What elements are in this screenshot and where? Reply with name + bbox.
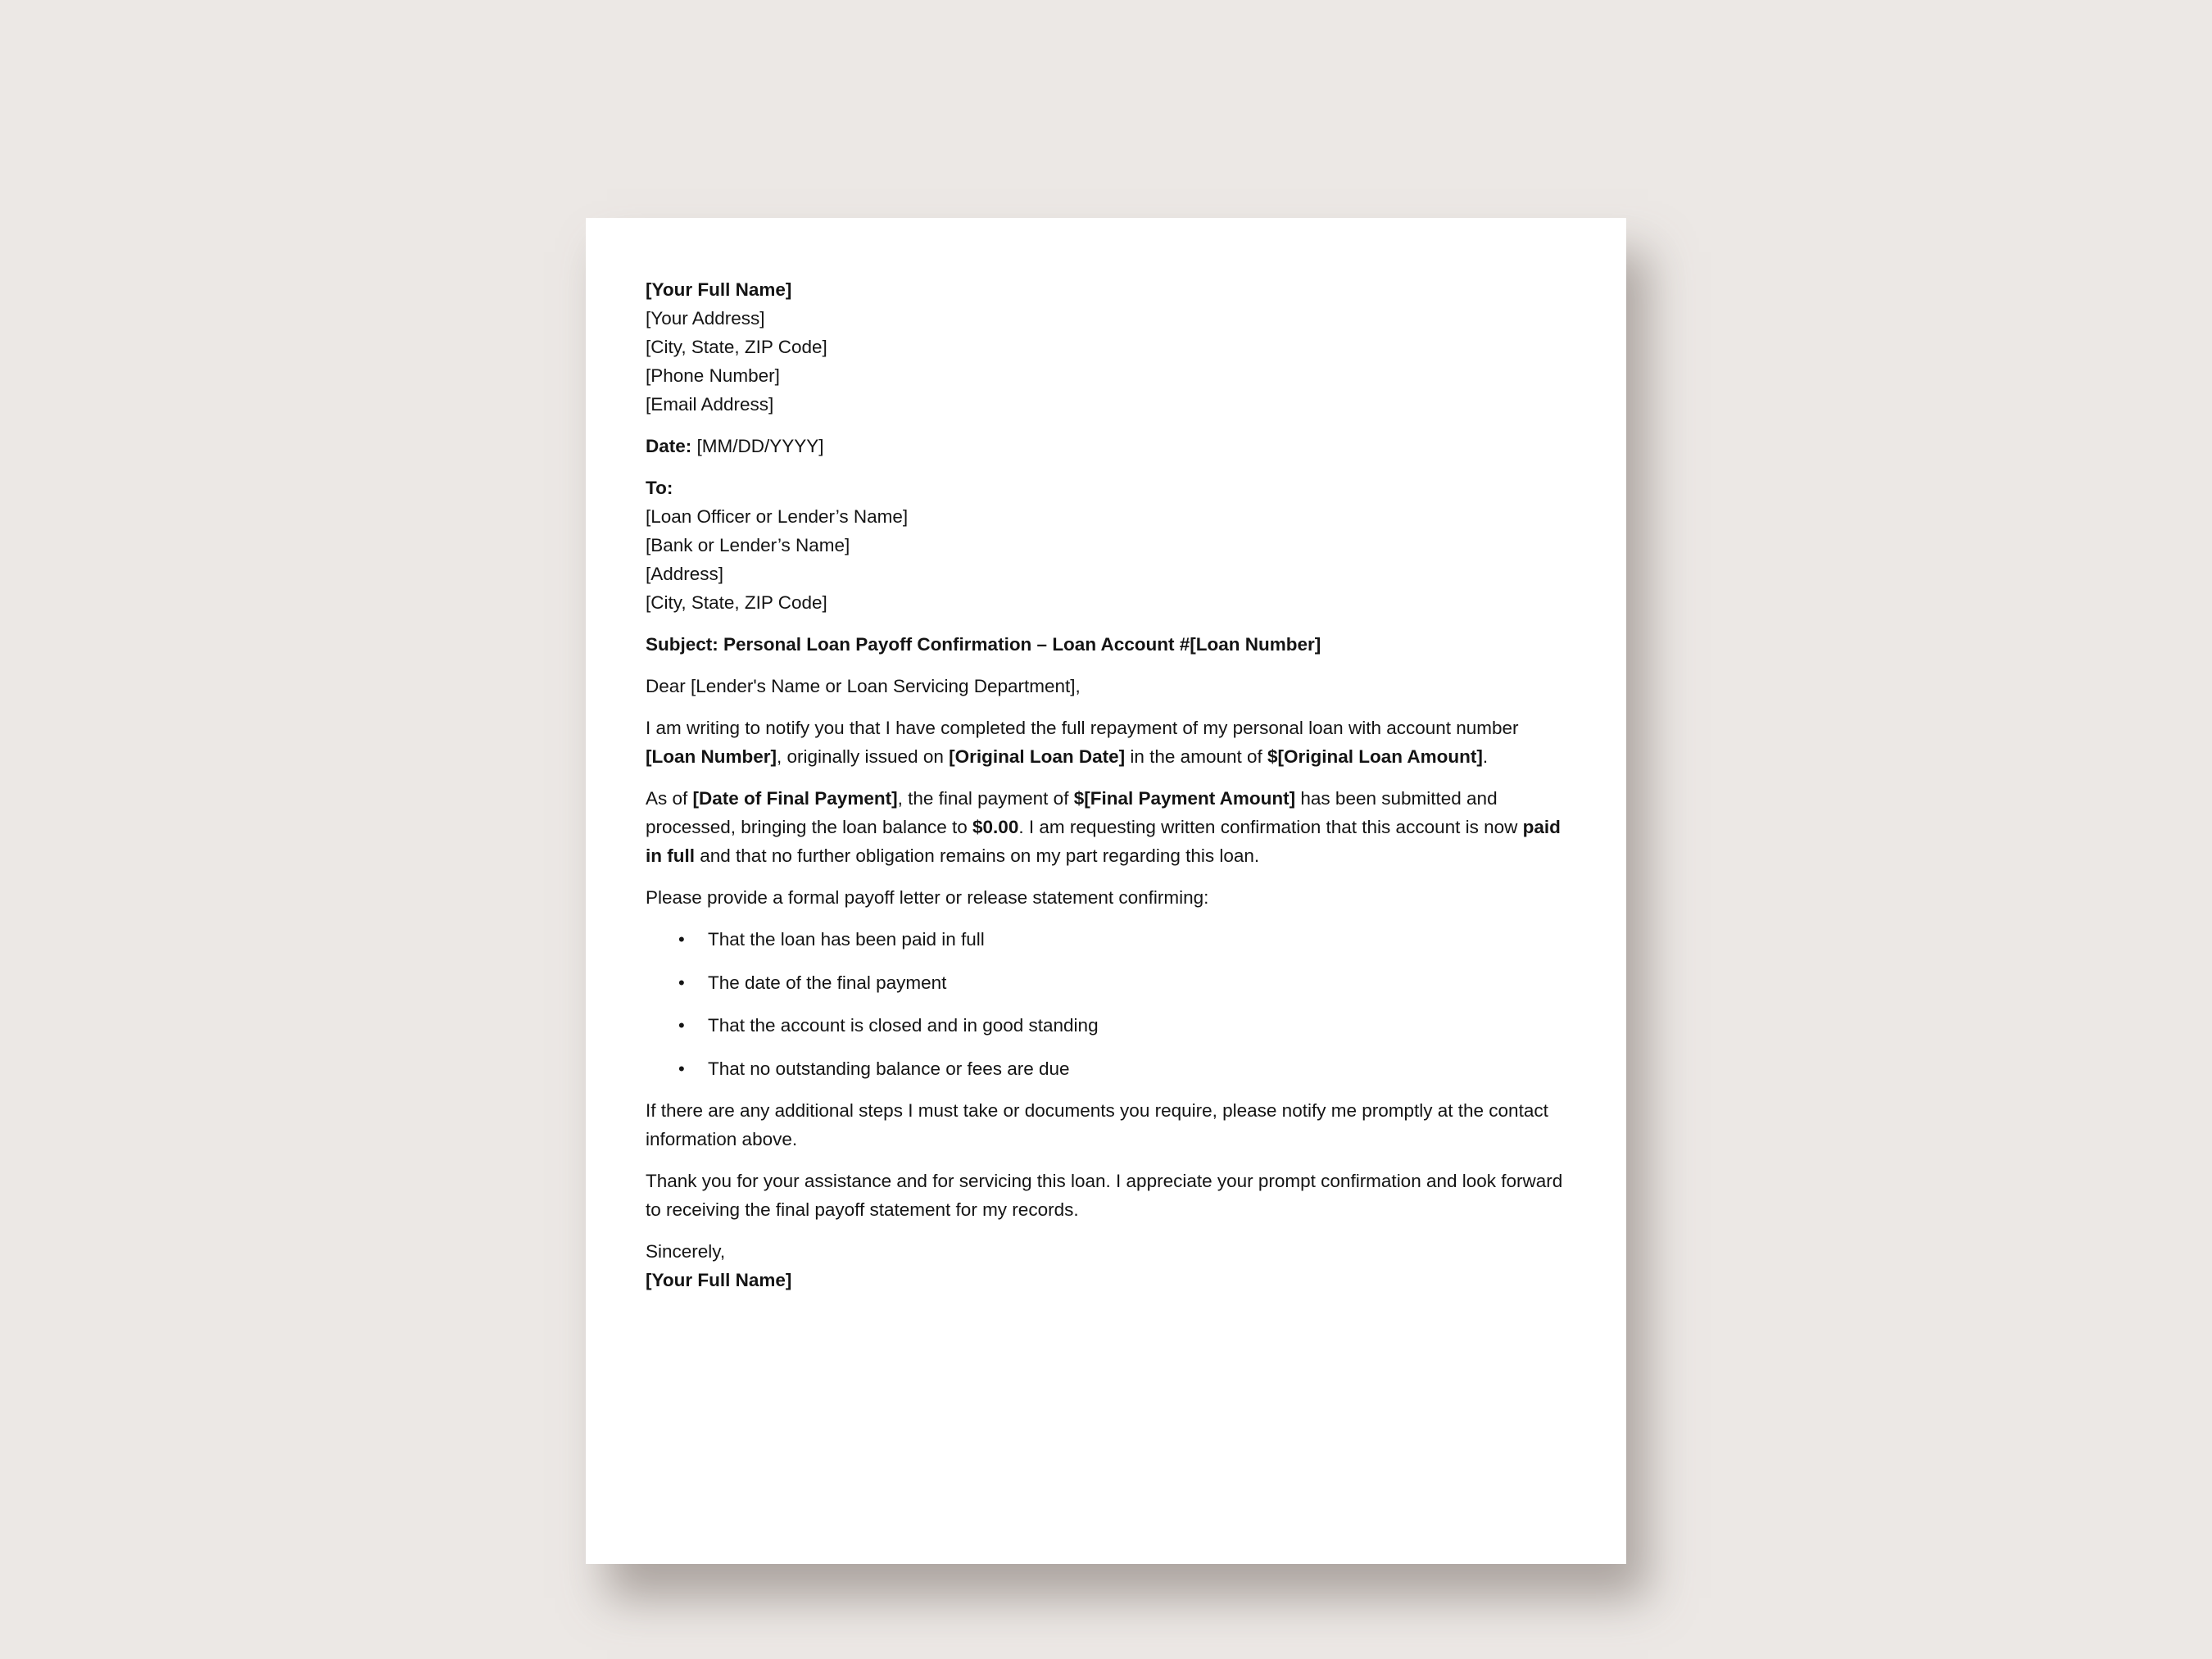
recipient-bank: [Bank or Lender’s Name] [646,535,850,555]
para2-text-4: . I am requesting written confirmation that this account is now [1018,817,1523,837]
date-line [646,432,1569,460]
loan-number-field: [Loan Number] [646,746,777,767]
recipient-city: [City, State, ZIP Code] [646,592,827,613]
paragraph-additional-steps: If there are any additional steps I must take or documents you require, please notify me promptly at the contact information above. [646,1099,1548,1149]
paid-in-full-emphasis: paid in full [646,817,1561,866]
para1-text-1: I am writing to notify you that I have completed the full repayment of my personal loan with account number [646,718,1519,738]
paragraph-final-payment [646,784,1569,870]
letter-page [586,218,1626,1564]
recipient-officer: [Loan Officer or Lender’s Name] [646,506,909,527]
sender-city: [City, State, ZIP Code] [646,337,827,357]
date-value: [MM/DD/YYYY] [696,436,824,456]
bullet-icon: • [678,972,685,993]
original-loan-date-field: [Original Loan Date] [949,746,1126,767]
list-item-text: The date of the final payment [708,972,947,993]
closing-block [646,1237,1569,1294]
confirmation-list [646,925,1569,1083]
list-item [678,968,1569,997]
list-item-text: That no outstanding balance or fees are due [708,1058,1070,1079]
para2-text-2: , the final payment of [897,788,1074,809]
signature-name: [Your Full Name] [646,1269,792,1290]
final-payment-amount-field: $[Final Payment Amount] [1073,788,1296,809]
list-item-text: That the loan has been paid in full [708,929,985,950]
salutation: Dear [Lender's Name or Loan Servicing Department], [646,676,1081,696]
para1-text-4: . [1482,746,1489,767]
para1-text-3: in the amount of [1125,746,1267,767]
list-item [678,1054,1569,1083]
recipient-label: To: [646,478,673,498]
list-item-text: That the account is closed and in good standing [708,1015,1099,1036]
subject-line: Subject: Personal Loan Payoff Confirmation – Loan Account #[Loan Number] [646,634,1321,655]
paragraph-request: Please provide a formal payoff letter or release statement confirming: [646,887,1209,908]
sender-name: [Your Full Name] [646,279,792,300]
recipient-block [646,474,1569,617]
para2-text-5: and that no further obligation remains on my part regarding this loan. [695,845,1260,866]
para1-text-2: , originally issued on [777,746,950,767]
zero-balance: $0.00 [972,817,1019,837]
sender-phone: [Phone Number] [646,365,780,386]
bullet-icon: • [678,929,685,950]
sender-email: [Email Address] [646,394,774,415]
original-loan-amount-field: $[Original Loan Amount] [1267,746,1483,767]
valediction: Sincerely, [646,1240,726,1262]
sender-block [646,275,1569,419]
list-item [678,1011,1569,1040]
bullet-icon: • [678,1058,685,1079]
recipient-address: [Address] [646,564,724,584]
list-item [678,925,1569,954]
para2-text-3: has been submitted and processed, bringing the loan balance to [646,788,1498,837]
paragraph-thanks: Thank you for your assistance and for servicing this loan. I appreciate your prompt confirmation and look forward to receiving the final payoff statement for my records. [646,1170,1563,1220]
sender-address: [Your Address] [646,308,765,329]
paragraph-repayment [646,714,1569,771]
date-label: Date: [646,436,692,456]
final-payment-date-field: [Date of Final Payment] [692,788,898,809]
para2-text-1: As of [646,788,693,809]
bullet-icon: • [678,1015,685,1036]
